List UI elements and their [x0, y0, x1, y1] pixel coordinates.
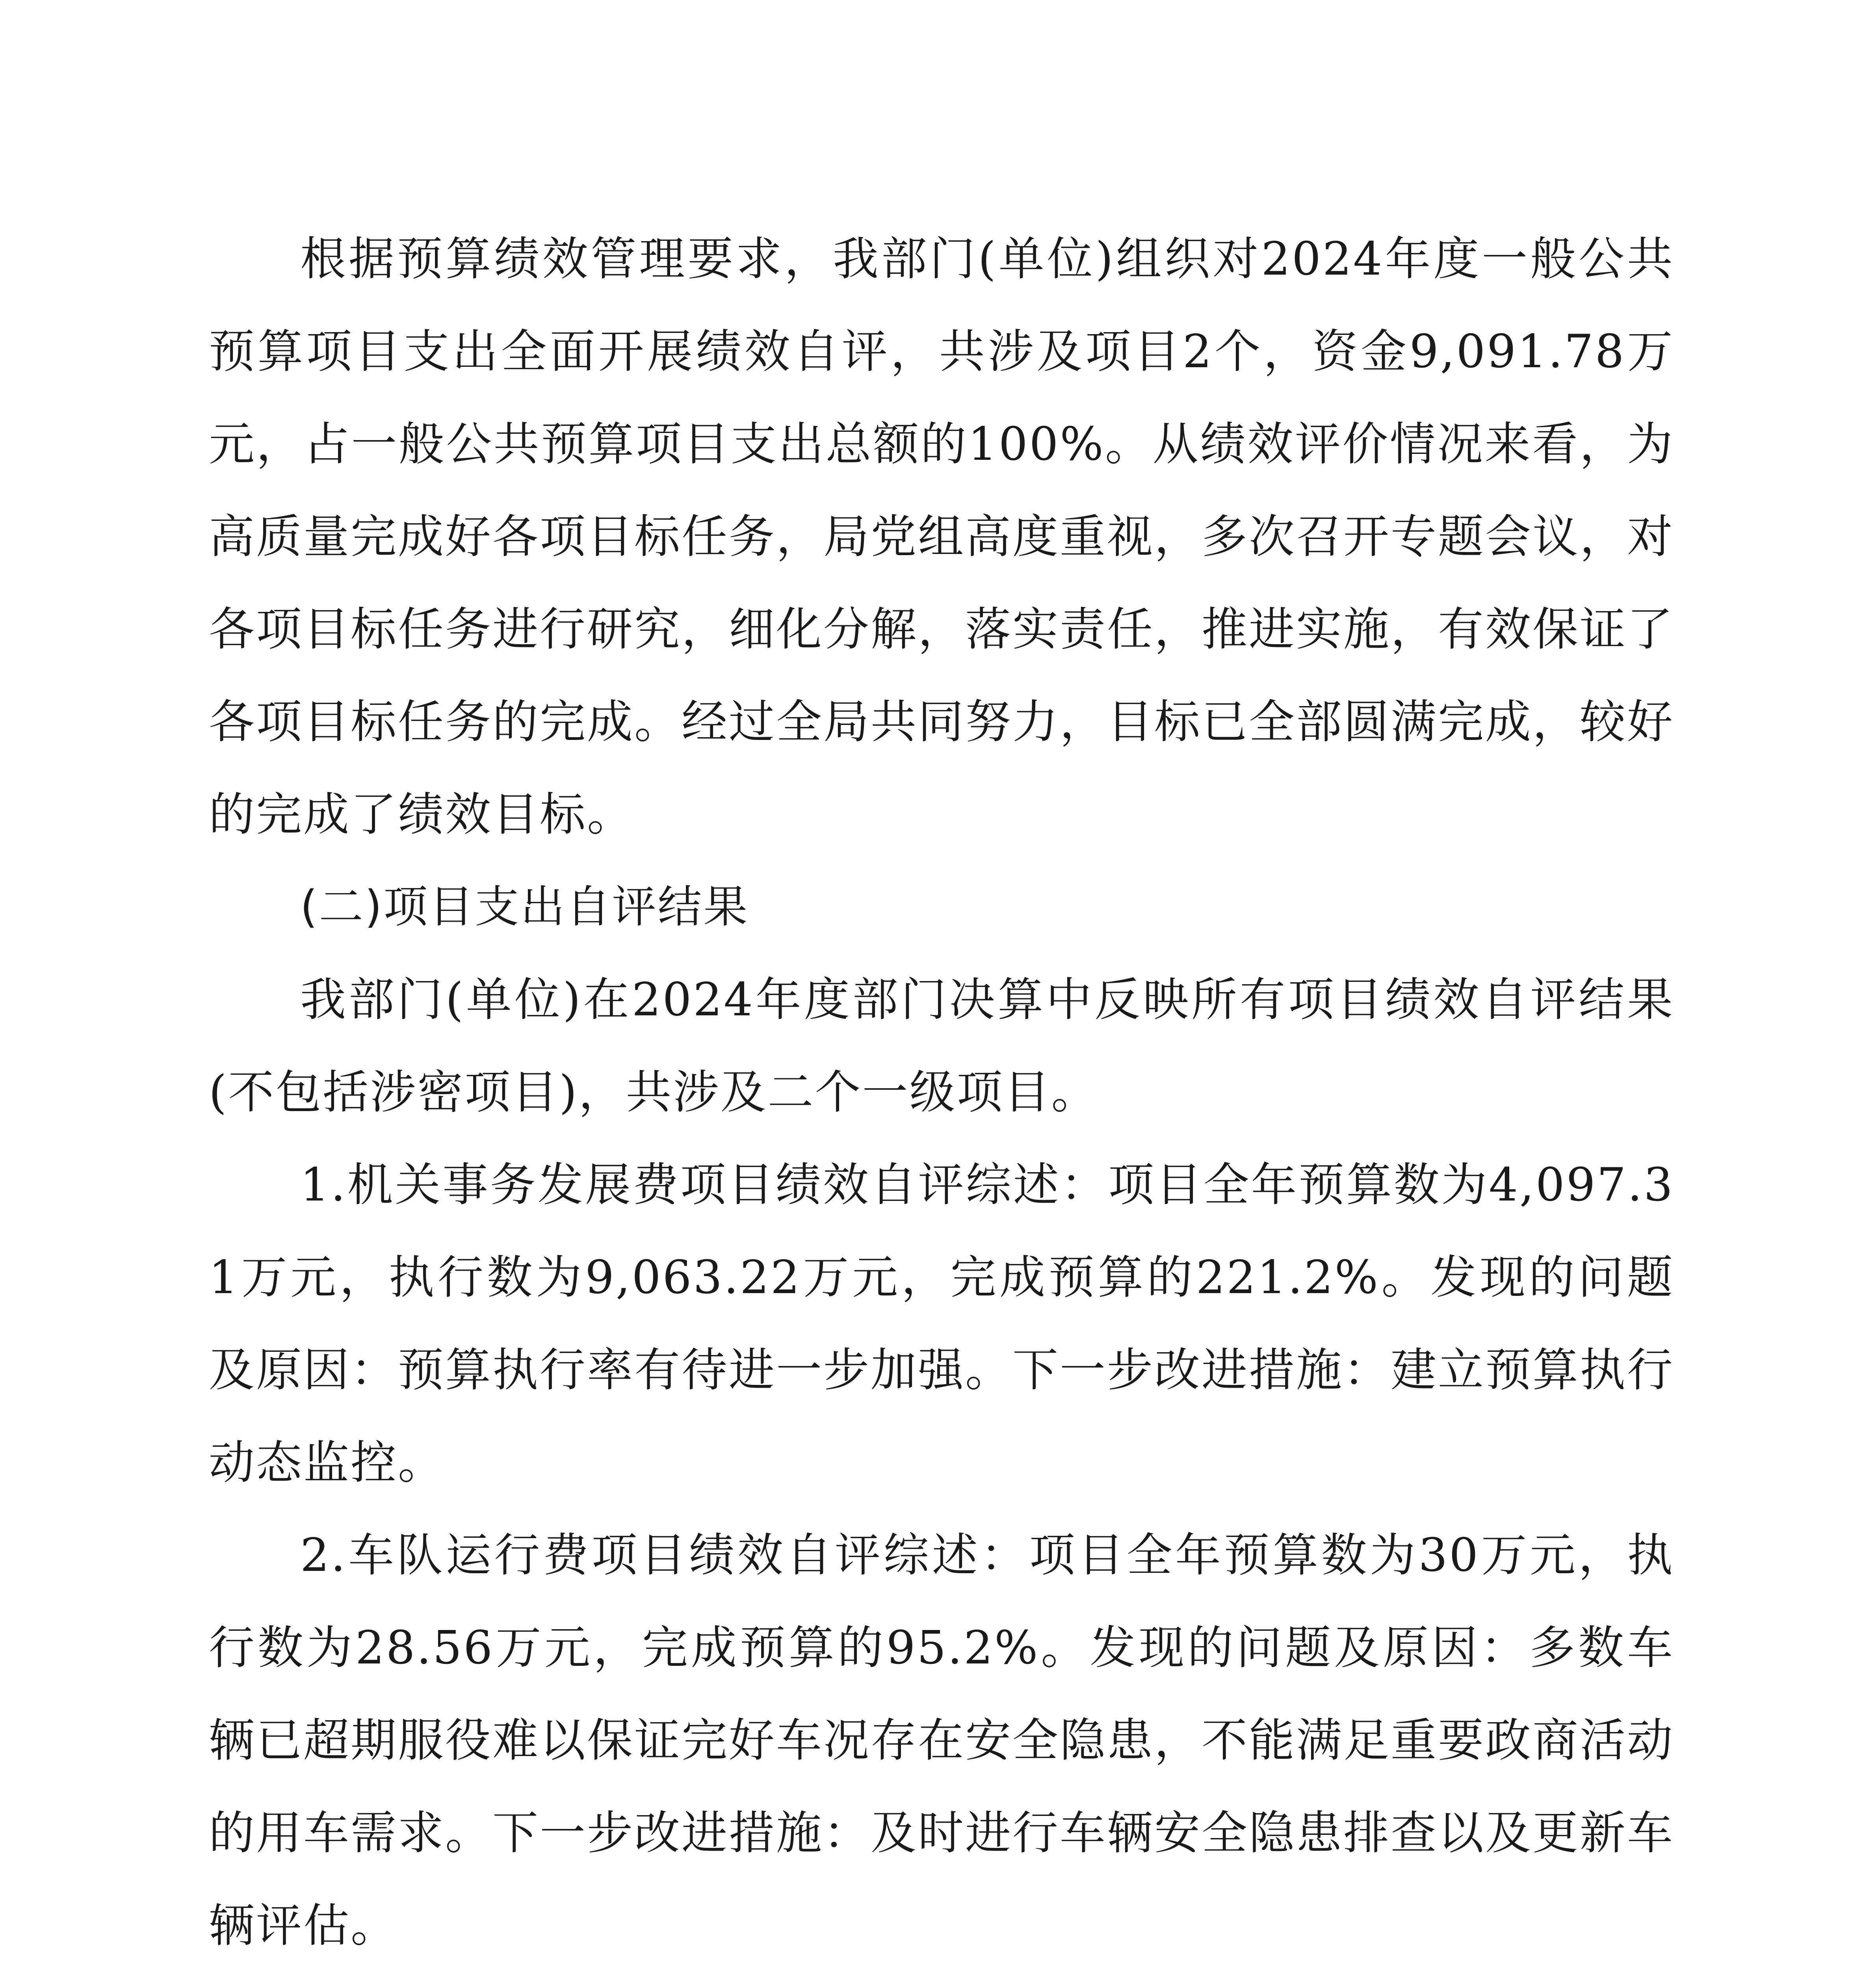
paragraph-budget-performance-overview: 根据预算绩效管理要求，我部门(单位)组织对2024年度一般公共预算项目支出全面开展绩效自评，共涉及项目2个，资金9,091.78万元，占一般公共预算项目支出总额的100%。从绩效评价情况来看，为高质量完成好各项目标任务，局党组高度重视，多次召开专题会议，对各项目标任务进行研究，细化分解，落实责任，推进实施，有效保证了各项目标任务的完成。经过全局共同努力，目标已全部圆满完成，较好的完成了绩效目标。 — [209, 232, 1674, 841]
paragraph-office-affairs-project: 1.机关事务发展费项目绩效自评综述：项目全年预算数为4,097.31万元，执行数为9,063.22万元，完成预算的221.2%。发现的问题及原因：预算执行率有待进一步加强。下一步改进措施：建立预算执行动态监控。 — [209, 1158, 1674, 1489]
heading-project-self-evaluation-results: (二)项目支出自评结果 — [300, 881, 749, 933]
paragraph-fleet-operation-project: 2.车队运行费项目绩效自评综述：项目全年预算数为30万元，执行数为28.56万元，完成预算的95.2%。发现的问题及原因：多数车辆已超期服役难以保证完好车况存在安全隐患，不能满足重要政商活动的用车需求。下一步改进措施：及时进行车辆安全隐患排查以及更新车辆评估。 — [209, 1529, 1674, 1952]
paragraph-project-evaluation-scope: 我部门(单位)在2024年度部门决算中反映所有项目绩效自评结果(不包括涉密项目)，共涉及二个一级项目。 — [209, 973, 1674, 1119]
document-body — [209, 213, 1674, 1970]
